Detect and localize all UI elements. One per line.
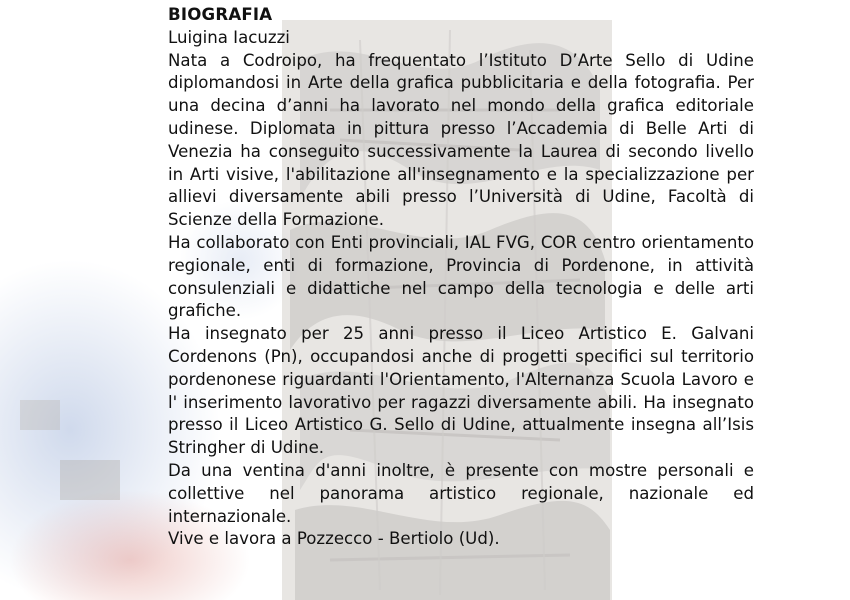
biography-paragraph-teaching: Ha insegnato per 25 anni presso il Liceo Artistico E. Galvani Cordenons (Pn), occupandosi anche di progetti specifici sul territorio pordenonese riguardanti l'Orientamento, l'Alternanza Scuola Lavoro e l' inserimento lavorativo per ragazzi diversamente abili. Ha insegnato presso il Liceo Artistico G. Sello di Udine, attualmente insegna all’Isis Stringher di Udine. xyxy=(168,324,754,458)
biography-paragraph-exhibitions: Da una ventina d'anni inoltre, è presente con mostre personali e collettive nel panorama artistico regionale, nazionale ed internazionale. xyxy=(168,460,754,526)
biography-paragraph-residence: Vive e lavora a Pozzecco - Bertiolo (Ud). xyxy=(168,529,500,549)
document-title: BIOGRAFIA xyxy=(168,5,273,24)
author-name: Luigina Iacuzzi xyxy=(168,27,290,47)
biography-document xyxy=(168,4,754,551)
biography-paragraph-collaborations: Ha collaborato con Enti provinciali, IAL FVG, COR centro orientamento regionale, enti di formazione, Provincia di Pordenone, in attività consulenziali e didattiche nel campo della tecnologia e delle arti grafiche. xyxy=(168,232,754,321)
biography-paragraph-education: Nata a Codroipo, ha frequentato l’Istituto D’Arte Sello di Udine diplomandosi in Arte della grafica pubblicitaria e della fotografia. Per una decina d’anni ha lavorato nel mondo della grafica editoriale udinese. Diplomata in pittura presso l’Accademia di Belle Arti di Venezia ha conseguito successivamente la Laurea di secondo livello in Arti visive, l'abilitazione all'insegnamento e la specializzazione per allievi diversamente abili presso l’Università di Udine, Facoltà di Scienze della Formazione. xyxy=(168,50,754,230)
